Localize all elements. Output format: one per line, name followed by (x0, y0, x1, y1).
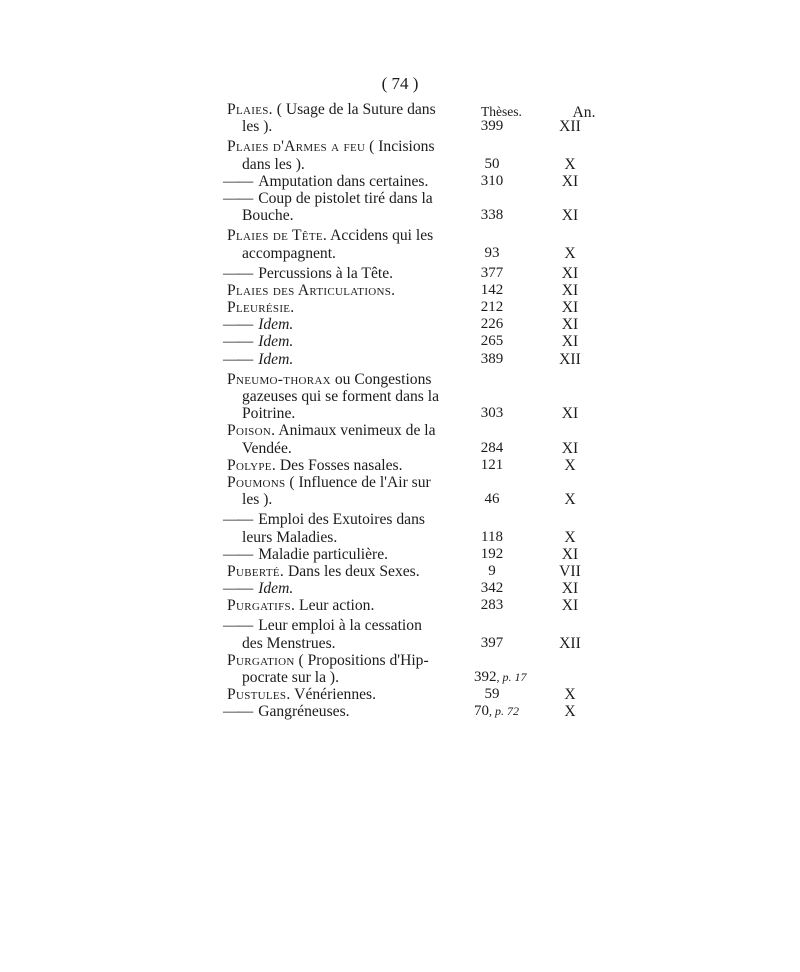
year-an: XI (561, 207, 579, 225)
entry-title (227, 457, 403, 474)
index-entry (0, 282, 800, 299)
these-number: 121 (480, 456, 504, 473)
entry-title (223, 703, 350, 720)
index-entry (0, 101, 800, 135)
year-an: XII (559, 350, 581, 368)
index-entry (0, 511, 800, 545)
entry-text: Amputation dans certaines. (258, 172, 429, 190)
entry-text: dans les ). (242, 155, 305, 173)
index-entry (0, 422, 800, 456)
entry-title (227, 563, 420, 580)
entry-title (227, 101, 436, 118)
entry-text: Animaux venimeux de la (275, 422, 436, 440)
entry-title (227, 138, 435, 155)
entry-text: Coup de pistolet tiré dans la (258, 189, 433, 207)
entry-text: leurs Maladies. (242, 528, 338, 546)
entry-continuation (242, 669, 339, 686)
entry-idem: Idem. (258, 316, 294, 334)
year-an: XI (561, 172, 579, 190)
index-entry (0, 316, 800, 333)
entry-idem: Idem. (258, 333, 294, 351)
year-an: XI (561, 405, 579, 423)
index-entry (0, 652, 800, 686)
index-entry (0, 371, 800, 423)
entry-text: accompagnent. (242, 244, 336, 262)
entry-continuation (242, 388, 439, 405)
year-an: XI (561, 333, 579, 351)
index-entry (0, 333, 800, 350)
repeat-dash: —— (223, 264, 253, 282)
year-an: X (564, 456, 576, 474)
index-entry (0, 227, 800, 261)
these-number: 303 (480, 405, 504, 422)
entry-text: ( Usage de la Suture dans (272, 101, 436, 118)
entry-text: ( Influence de l'Air sur (285, 473, 431, 491)
entry-title (223, 546, 388, 563)
year-an: X (564, 155, 576, 173)
entry-continuation (242, 440, 292, 457)
entry-heading: Puberté. (227, 562, 285, 580)
repeat-dash: —— (223, 617, 253, 635)
entry-continuation (242, 156, 305, 173)
index-entry (0, 580, 800, 597)
index-entry (0, 138, 800, 172)
repeat-dash: —— (223, 350, 253, 368)
these-number: 50 (484, 155, 500, 172)
repeat-dash: —— (223, 333, 253, 351)
these-number: 192 (480, 545, 504, 562)
index-entry (0, 265, 800, 282)
repeat-dash: —— (223, 545, 253, 563)
repeat-dash: —— (223, 316, 253, 334)
page-number: ( 74 ) (381, 74, 419, 93)
these-number: 265 (480, 333, 504, 350)
these-number: 392, p. 17 (474, 669, 527, 685)
these-number: 399 (480, 118, 504, 135)
entry-text: Vendée. (242, 439, 292, 457)
repeat-dash: —— (223, 580, 253, 598)
page-reference: , p. 17 (496, 670, 527, 684)
page-reference: , p. 72 (489, 704, 519, 719)
index-list (0, 101, 800, 721)
entry-text: ( Incisions (365, 138, 435, 156)
entry-title (223, 173, 428, 190)
entry-heading: Plaies des Articulations. (227, 281, 396, 299)
entry-title (223, 351, 293, 368)
index-entry (0, 173, 800, 190)
entry-text: Vénériennes. (290, 686, 377, 704)
year-an: VII (559, 562, 581, 580)
entry-continuation (242, 491, 272, 508)
entry-text: les ). (242, 118, 273, 136)
year-an: XI (561, 281, 579, 299)
these-number: 118 (481, 528, 503, 545)
entry-text: Accidens qui les (327, 227, 434, 245)
repeat-dash: —— (223, 189, 253, 207)
entry-heading: Purgation (227, 651, 295, 669)
entry-text: Gangréneuses. (258, 703, 350, 721)
these-number: 46 (484, 491, 500, 508)
index-entry (0, 597, 800, 614)
these-number: 338 (480, 207, 504, 224)
entry-title (223, 265, 393, 282)
column-header-theses: Thèses. (481, 104, 522, 119)
entry-title (227, 474, 431, 491)
year-an: XI (561, 264, 579, 282)
year-an: X (564, 528, 576, 546)
index-entry (0, 474, 800, 508)
repeat-dash: —— (223, 703, 253, 721)
entry-text: les ). (242, 491, 273, 509)
entry-title (227, 282, 395, 299)
entry-text: Maladie particulière. (258, 545, 389, 563)
index-entry (0, 299, 800, 316)
entry-text: Leur action. (295, 597, 375, 615)
these-number: 397 (480, 634, 504, 651)
these-number: 377 (480, 264, 504, 281)
entry-title (223, 316, 293, 333)
entry-heading: Poison. (227, 422, 276, 440)
entry-heading: Plaies de Tête. (227, 227, 328, 245)
year-an: X (564, 703, 576, 721)
index-entry (0, 351, 800, 368)
these-number: 342 (480, 580, 504, 597)
entry-title (227, 652, 429, 669)
index-entry (0, 686, 800, 703)
entry-continuation (242, 529, 337, 546)
entry-heading: Poumons (227, 473, 286, 491)
these-number: 310 (480, 172, 504, 189)
entry-title (223, 580, 293, 597)
these-number: 389 (480, 350, 504, 367)
these-number: 142 (480, 281, 504, 298)
these-number: 70, p. 72 (474, 703, 519, 720)
entry-text: des Menstrues. (242, 634, 336, 652)
these-number: 283 (480, 597, 504, 614)
entry-heading: Pustules. (227, 686, 291, 704)
entry-heading: Pneumo-thorax (227, 370, 331, 388)
year-an: XI (561, 545, 579, 563)
index-entry (0, 546, 800, 563)
entry-title (223, 617, 422, 634)
year-an: XI (561, 597, 579, 615)
index-entry (0, 703, 800, 720)
entry-text: Emploi des Exutoires dans (258, 511, 425, 529)
entry-continuation (242, 207, 294, 224)
repeat-dash: —— (223, 172, 253, 190)
year-an: XI (561, 299, 579, 317)
entry-title (227, 227, 433, 244)
entry-title (227, 597, 374, 614)
these-number: 226 (480, 316, 504, 333)
entry-heading: Pleurésie. (227, 299, 295, 317)
entry-heading: Plaies. (227, 101, 273, 118)
repeat-dash: —— (223, 511, 253, 529)
these-number: 9 (488, 562, 496, 579)
year-an: X (564, 686, 576, 704)
these-number: 93 (484, 244, 500, 261)
entry-text: Bouche. (242, 207, 294, 225)
index-entry (0, 190, 800, 224)
year-an: X (564, 491, 576, 509)
entry-title (223, 511, 425, 528)
entry-text: Dans les deux Sexes. (284, 562, 420, 580)
entry-text: ou Congestions (330, 370, 432, 388)
entry-text: Percussions à la Tête. (258, 264, 394, 282)
entry-title (227, 686, 376, 703)
entry-continuation (242, 405, 295, 422)
entry-text: Poitrine. (242, 405, 296, 423)
these-number: 284 (480, 439, 504, 456)
entry-text: ( Propositions d'Hip- (294, 651, 429, 669)
entry-idem: Idem. (258, 580, 294, 598)
entry-text: pocrate sur la ). (242, 669, 339, 686)
entry-heading: Plaies d'Armes a feu (227, 138, 366, 156)
year-an: XI (561, 316, 579, 334)
entry-continuation (242, 635, 336, 652)
entry-continuation (242, 245, 336, 262)
entry-continuation (242, 118, 272, 135)
index-entry (0, 617, 800, 651)
these-number: 212 (480, 299, 504, 316)
entry-title (223, 190, 433, 207)
year-an: X (564, 244, 576, 262)
entry-text: gazeuses qui se forment dans la (242, 388, 440, 405)
year-an: XII (559, 634, 581, 652)
year-an: XI (561, 439, 579, 457)
these-number: 59 (484, 686, 500, 703)
entry-heading: Polype. (227, 456, 277, 474)
entry-title (223, 333, 293, 350)
index-entry (0, 563, 800, 580)
entry-title (227, 422, 436, 439)
index-entry (0, 457, 800, 474)
entry-title (227, 371, 431, 388)
entry-idem: Idem. (258, 350, 294, 368)
entry-text: Leur emploi à la cessation (258, 617, 422, 635)
entry-text: Des Fosses nasales. (276, 456, 403, 474)
year-an: XII (559, 118, 581, 136)
entry-title (227, 299, 295, 316)
column-header-an: An. (572, 104, 596, 121)
entry-heading: Purgatifs. (227, 597, 296, 615)
year-an: XI (561, 580, 579, 598)
